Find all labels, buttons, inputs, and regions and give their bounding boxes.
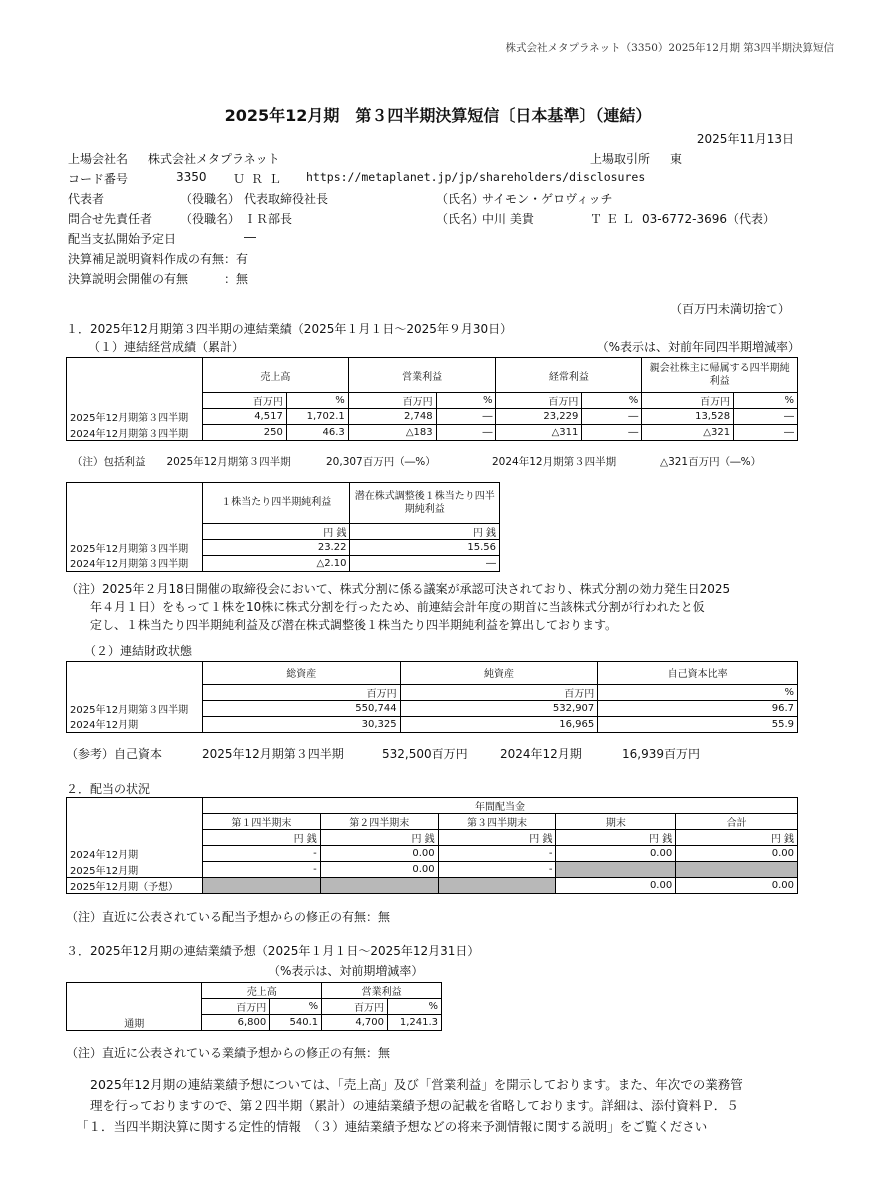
diluted-eps-value: ―: [350, 555, 500, 571]
unit-pct: %: [388, 999, 442, 1015]
running-header: 株式会社メタプラネット（3350）2025年12月期 第3四半期決算短信: [505, 42, 834, 54]
unit-yen: 円 銭: [438, 830, 556, 846]
unit-yen: 円 銭: [556, 830, 676, 846]
briefing-meeting: 決算説明会開催の有無 ：無: [68, 272, 249, 286]
dividend-value: 0.00: [676, 878, 798, 894]
rep-name-label: （氏名）: [436, 192, 485, 206]
net-profit-pct: ―: [734, 409, 798, 425]
corner-cell: [67, 358, 203, 393]
col-operating-profit: 営業利益: [322, 983, 442, 999]
unit-blank: [67, 523, 203, 539]
sales-pct: 1,702.1: [286, 409, 348, 425]
col-total-assets: 総資産: [202, 662, 400, 685]
paragraph-line: 理を行っておりますので、第２四半期（累計）の連結業績予想の記載を省略しております。詳細は、添付資料Ｐ．５: [90, 1098, 739, 1113]
table-row: [67, 539, 500, 555]
rep-name: サイモン・ゲロヴィッチ: [482, 192, 613, 206]
div-start-label: 配当支払開始予定日: [68, 232, 177, 246]
op-profit-pct: ―: [436, 409, 496, 425]
ord-profit-pct: ―: [582, 425, 642, 441]
ref-equity-2025: 532,500百万円: [382, 747, 468, 761]
section1-sub1: （１）連結経営成績（累計）: [88, 340, 245, 354]
eps-value: 23.22: [202, 539, 350, 555]
col-net-profit: 親会社株主に帰属する四半期純利益: [642, 358, 798, 393]
unit-yen: 円 銭: [320, 830, 438, 846]
split-note-line2: 年４月１日）をもって１株を10株に株式分割を行ったため、前連結会計年度の期首に当該株式分割が行われたと仮: [90, 600, 705, 614]
ref-equity-label: （参考）自己資本: [66, 747, 163, 761]
code-label: コード番号: [68, 172, 129, 186]
dividend-value-empty: [320, 878, 438, 894]
sales-pct: 46.3: [286, 425, 348, 441]
contact-title: ＩＲ部長: [244, 212, 293, 226]
unit-pct: %: [270, 999, 322, 1015]
row-label: 2024年12月期第３四半期: [67, 425, 203, 441]
operating-results-table: [66, 357, 798, 441]
section1-heading: １．2025年12月期第３四半期の連結業績（2025年１月１日～2025年９月30日）: [66, 322, 513, 336]
rep-title: 代表取締役社長: [244, 192, 329, 206]
total-assets-value: 550,744: [202, 700, 400, 716]
unit-pct: %: [582, 393, 642, 409]
net-profit-pct: ―: [734, 425, 798, 441]
dividend-value: 0.00: [556, 878, 676, 894]
unit-yen: 円 銭: [350, 523, 500, 539]
annual-dividend-header: 年間配当金: [202, 798, 797, 814]
unit-yen: 円 銭: [202, 523, 350, 539]
col-year-end: 期末: [556, 814, 676, 830]
page-title: 2025年12月期 第３四半期決算短信〔日本基準〕（連結）: [224, 106, 652, 125]
col-net-assets: 純資産: [400, 662, 598, 685]
url-link[interactable]: https://metaplanet.jp/jp/shareholders/disclosures: [306, 170, 646, 184]
table-row: [67, 862, 798, 878]
comp-income-2025: 20,307百万円（―%）: [326, 456, 436, 468]
listed-value: 株式会社メタプラネット: [148, 152, 280, 166]
dividend-value-empty: [438, 878, 556, 894]
exchange-label: 上場取引所: [590, 152, 651, 166]
section2-heading: ２．配当の状況: [66, 782, 151, 796]
tel-value: 03-6772-3696（代表）: [642, 212, 776, 226]
net-profit-value: △321: [642, 425, 734, 441]
dividend-value: 0.00: [556, 846, 676, 862]
dividend-value: -: [202, 862, 320, 878]
op-profit-value: 2,748: [348, 409, 436, 425]
corner-cell: [67, 983, 202, 999]
dividend-value-empty: [202, 878, 320, 894]
table-row: [67, 846, 798, 862]
exchange-value: 東: [670, 152, 683, 166]
forecast-op-profit-pct: 1,241.3: [388, 1015, 442, 1031]
dividend-table: [66, 797, 798, 894]
forecast-op-profit: 4,700: [322, 1015, 388, 1031]
unit-m: 百万円: [400, 684, 598, 700]
row-label: 2025年12月期第３四半期: [67, 700, 203, 716]
corner-cell: [67, 798, 203, 814]
section3-pct-note: （%表示は、対前期増減率）: [268, 964, 424, 978]
paragraph-line: 2025年12月期の連結業績予想については、「売上高」及び「営業利益」を開示しております。また、年次での業務管: [90, 1077, 743, 1092]
unit-m: 百万円: [202, 999, 270, 1015]
op-profit-pct: ―: [436, 425, 496, 441]
unit-blank: [67, 684, 203, 700]
dividend-value: -: [438, 846, 556, 862]
corner-cell: [67, 483, 203, 524]
col-equity-ratio: 自己資本比率: [598, 662, 798, 685]
op-profit-value: △183: [348, 425, 436, 441]
row-label: 2025年12月期: [67, 862, 203, 878]
ref-equity-2024: 16,939百万円: [622, 747, 700, 761]
net-assets-value: 532,907: [400, 700, 598, 716]
row-label: 2024年12月期: [67, 846, 203, 862]
contact-name: 中川 美貴: [482, 212, 534, 226]
comp-income-note: （注）包括利益 2025年12月期第３四半期: [72, 456, 291, 468]
contact-label: 問合せ先責任者: [68, 212, 153, 226]
unit-yen: 円 銭: [676, 830, 798, 846]
forecast-paragraph: [76, 1074, 806, 1137]
table-row: [67, 716, 798, 732]
pct-note: （%表示は、対前年同四半期増減率）: [596, 340, 800, 354]
col-eps: １株当たり四半期純利益: [202, 483, 350, 524]
total-assets-value: 30,325: [202, 716, 400, 732]
unit-m: 百万円: [202, 393, 286, 409]
col-diluted-eps: 潜在株式調整後１株当たり四半期純利益: [350, 483, 500, 524]
table-row: [67, 425, 798, 441]
net-profit-value: 13,528: [642, 409, 734, 425]
unit-m: 百万円: [348, 393, 436, 409]
listed-label: 上場会社名: [68, 152, 129, 166]
ref-equity-2025-label: 2025年12月期第３四半期: [202, 747, 344, 761]
forecast-table: [66, 982, 442, 1031]
comp-income-2024: △321百万円（―%）: [660, 456, 762, 468]
split-note-line1: （注）2025年２月18日開催の取締役会において、株式分割に係る議案が承認可決されており、株式分割の効力発生日2025: [66, 582, 731, 596]
unit-pct: %: [286, 393, 348, 409]
dividend-value: 0.00: [320, 862, 438, 878]
unit-pct: %: [598, 684, 798, 700]
unit-yen: 円 銭: [202, 830, 320, 846]
ord-profit-value: △311: [496, 425, 582, 441]
report-date: 2025年11月13日: [696, 132, 794, 146]
unit-pct: %: [436, 393, 496, 409]
dividend-value: -: [202, 846, 320, 862]
table-row: [67, 700, 798, 716]
col-total: 合計: [676, 814, 798, 830]
rep-label: 代表者: [68, 192, 105, 206]
row-label: 2025年12月期（予想）: [67, 878, 203, 894]
url-label: ＵＲＬ: [233, 172, 288, 186]
col-q1-end: 第１四半期末: [202, 814, 320, 830]
forecast-note: （注）直近に公表されている業績予想からの修正の有無：無: [66, 1046, 391, 1060]
company-info: [68, 150, 848, 290]
unit-blank: [67, 999, 202, 1015]
sales-value: 4,517: [202, 409, 286, 425]
row-label: 通期: [67, 1015, 202, 1031]
unit-blank: [67, 830, 203, 846]
unit-m: 百万円: [642, 393, 734, 409]
dividend-value: -: [438, 862, 556, 878]
table-row: [67, 878, 798, 894]
diluted-eps-value: 15.56: [350, 539, 500, 555]
col-q3-end: 第３四半期末: [438, 814, 556, 830]
sales-value: 250: [202, 425, 286, 441]
col-q2-end: 第２四半期末: [320, 814, 438, 830]
col-ordinary-profit: 経常利益: [496, 358, 642, 393]
table-row: [67, 409, 798, 425]
row-label: 2024年12月期: [67, 716, 203, 732]
dividend-value: 0.00: [320, 846, 438, 862]
financial-position-table: [66, 661, 798, 733]
paragraph-line: 「１．当四半期決算に関する定性的情報 （３）連結業績予想などの将来予測情報に関する説明」をご覧ください: [76, 1119, 708, 1134]
ord-profit-pct: ―: [582, 409, 642, 425]
dividend-note: （注）直近に公表されている配当予想からの修正の有無：無: [66, 910, 391, 924]
unit-m: 百万円: [202, 684, 400, 700]
forecast-sales: 6,800: [202, 1015, 270, 1031]
col-sales: 売上高: [202, 983, 322, 999]
equity-ratio-value: 96.7: [598, 700, 798, 716]
row-label: 2025年12月期第３四半期: [67, 409, 203, 425]
unit-pct: %: [734, 393, 798, 409]
table-row: [67, 1015, 442, 1031]
div-start-value: ―: [244, 230, 256, 244]
split-note-line3: 定し、１株当たり四半期純利益及び潜在株式調整後１株当たり四半期純利益を算出しております。: [90, 618, 618, 632]
net-assets-value: 16,965: [400, 716, 598, 732]
forecast-sales-pct: 540.1: [270, 1015, 322, 1031]
corner-cell: [67, 662, 203, 685]
table-row: [67, 555, 500, 571]
dividend-value-empty: [676, 862, 798, 878]
unit-m: 百万円: [322, 999, 388, 1015]
row-label: 2024年12月期第３四半期: [67, 555, 203, 571]
col-sales: 売上高: [202, 358, 348, 393]
ord-profit-value: 23,229: [496, 409, 582, 425]
supp-material: 決算補足説明資料作成の有無：有: [68, 252, 249, 266]
col-operating-profit: 営業利益: [348, 358, 496, 393]
unit-note: （百万円未満切捨て）: [669, 302, 790, 316]
eps-value: △2.10: [202, 555, 350, 571]
blank-cell: [67, 814, 203, 830]
row-label: 2025年12月期第３四半期: [67, 539, 203, 555]
contact-title-label: （役職名）: [180, 212, 241, 226]
dividend-value-empty: [556, 862, 676, 878]
tel-label: ＴＥＬ: [590, 212, 639, 226]
unit-m: 百万円: [496, 393, 582, 409]
rep-title-label: （役職名）: [180, 192, 241, 206]
comp-income-2024-label: 2024年12月期第３四半期: [492, 456, 617, 468]
equity-ratio-value: 55.9: [598, 716, 798, 732]
ref-equity-2024-label: 2024年12月期: [500, 747, 582, 761]
section3-heading: ３．2025年12月期の連結業績予想（2025年１月１日～2025年12月31日）: [66, 944, 480, 958]
code-value: 3350: [176, 170, 207, 184]
section1-sub2: （２）連結財政状態: [84, 644, 193, 658]
contact-name-label: （氏名）: [436, 212, 485, 226]
dividend-value: 0.00: [676, 846, 798, 862]
eps-table: [66, 482, 500, 572]
unit-blank: [67, 393, 203, 409]
